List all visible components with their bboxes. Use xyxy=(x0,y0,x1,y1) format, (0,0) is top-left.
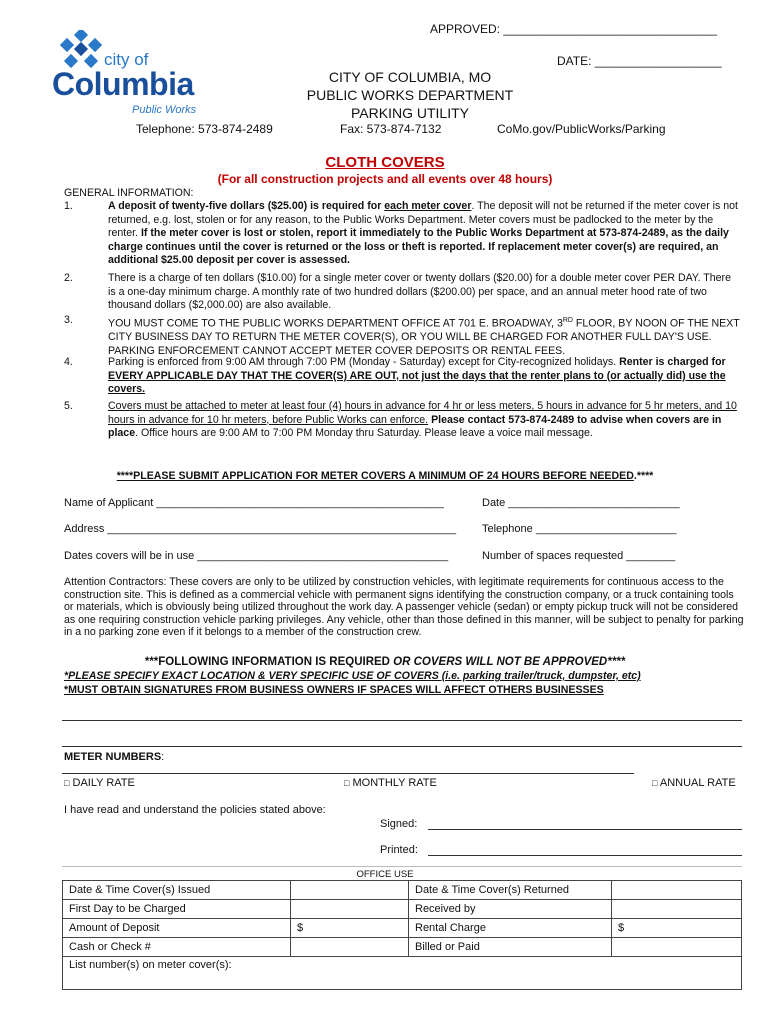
table-row xyxy=(63,957,742,990)
table-cell: First Day to be Charged xyxy=(63,900,291,919)
item4-bold-underline: EVERY APPLICABLE DAY THAT THE COVER(S) ARE OUT, not just the days that the renter plans to (or actually did) use the covers. xyxy=(108,369,726,396)
table-cell[interactable] xyxy=(612,938,742,957)
location-line[interactable] xyxy=(62,720,742,721)
page-title: CLOTH COVERS xyxy=(325,154,445,171)
item1-bold-2: If the meter cover is lost or stolen, report it immediately to the Public Works Department at 573-874-2489, as the daily charge continues until the cover is returned or the loss or theft is reported. If replacement meter cover(s) are required, an additional $25.00 deposit per cover is assessed. xyxy=(108,227,729,267)
required-heading xyxy=(0,656,770,668)
city-logo xyxy=(52,30,210,120)
meter-numbers-line[interactable] xyxy=(62,773,634,774)
header-block xyxy=(240,68,580,122)
item1-bold: A deposit of twenty-five dollars ($25.00) is required for xyxy=(108,200,385,212)
table-row xyxy=(63,900,742,919)
checkbox-icon[interactable]: □ xyxy=(64,778,70,788)
table-cell: Cash or Check # xyxy=(63,938,291,957)
table-cell: Date & Time Cover(s) Returned xyxy=(409,881,612,900)
item-number: 2. xyxy=(64,272,73,284)
office-divider xyxy=(62,866,742,867)
table-cell[interactable] xyxy=(612,900,742,919)
table-cell[interactable] xyxy=(291,881,409,900)
office-use-table xyxy=(62,880,742,990)
table-cell: Rental Charge xyxy=(409,919,612,938)
monthly-rate-option[interactable] xyxy=(344,777,437,789)
table-cell: Date & Time Cover(s) Issued xyxy=(63,881,291,900)
required-line3: *MUST OBTAIN SIGNATURES FROM BUSINESS OWNERS IF SPACES WILL AFFECT OTHERS BUSINESSES xyxy=(64,684,604,696)
general-info-item-3 xyxy=(108,314,740,358)
telephone-field[interactable]: Telephone _______________________ xyxy=(482,523,677,535)
table-cell: Received by xyxy=(409,900,612,919)
item5-underline: Covers must be attached to meter at least four (4) hours in advance for 4 hr or less meters, 5 hours in advance for 5 hr meters, and 10 hours in advance for 10 hr meters, before Public Works can enforce. xyxy=(108,400,737,426)
submission-notice xyxy=(0,470,770,482)
table-cell[interactable] xyxy=(612,881,742,900)
header-website[interactable]: CoMo.gov/PublicWorks/Parking xyxy=(497,122,666,136)
num-spaces-field[interactable]: Number of spaces requested ________ xyxy=(482,550,676,562)
table-cell[interactable] xyxy=(291,900,409,919)
item5-text: . Office hours are 9:00 AM to 7:00 PM Monday thru Saturday. Please leave a voice mail message. xyxy=(135,427,593,440)
general-info-item-2: There is a charge of ten dollars ($10.00) for a single meter cover or twenty dollars ($20.00) for a double meter cover PER DAY. There is a one-day minimum charge. A monthly rate of two hundred dollars ($200.00) per space, and an annual meter hood rate of two thousand dollars ($2,000.00) are also available. xyxy=(108,272,731,312)
applicant-date-field[interactable]: Date ____________________________ xyxy=(482,497,680,509)
location-line[interactable] xyxy=(62,746,742,747)
annual-rate-label: ANNUAL RATE xyxy=(659,777,736,789)
item-number: 5. xyxy=(64,400,73,412)
attention-contractors: Attention Contractors: These covers are only to be utilized by construction vehicles, with legitimate requirements for continuous access to the construction site. This is defined as a commercial vehicle with permanent signs identifying the construction company, or a truck containing tools or materials, which is obviously being utilized throughout the work day. A passenger vehicle (sedan) or empty pickup truck will not be considered as one requiring construction vehicle parking privileges. Any vehicle, other than those defined in this manner, will be subject to penalty for parking in a no parking zone even if it belongs to a member of the construction crew. xyxy=(64,576,744,639)
required-line1b: OR COVERS WILL NOT BE APPROVED**** xyxy=(393,656,626,668)
item-number: 4. xyxy=(64,356,73,368)
notice-end: .**** xyxy=(633,470,654,482)
table-row xyxy=(63,938,742,957)
table-cell: Billed or Paid xyxy=(409,938,612,957)
item3-text-2: FLOOR, BY NOON OF THE NEXT CITY BUSINESS DAY TO RETURN THE METER COVER(S), OR YOU WILL BE CHARGED FOR ANOTHER FULL DAY'S USE. PARKING ENFORCEMENT CANNOT ACCEPT METER COVER DEPOSITS OR RENTAL FEES. xyxy=(108,317,740,357)
printed-name-line[interactable] xyxy=(428,855,742,856)
table-cell[interactable]: $ xyxy=(612,919,742,938)
general-info-item-1 xyxy=(108,200,740,268)
signature-line[interactable] xyxy=(428,829,742,830)
meter-numbers-label xyxy=(64,751,164,763)
item4-text: Parking is enforced from 9:00 AM through 7:00 PM (Monday - Saturday) except for City-recognized holidays. xyxy=(108,356,620,368)
item-number: 1. xyxy=(64,200,73,212)
logo-columbia: Columbia xyxy=(52,66,194,102)
policy-statement: I have read and understand the policies stated above: xyxy=(64,804,326,816)
applicant-name-field[interactable]: Name of Applicant _______________________________________________ xyxy=(64,497,444,509)
general-info-item-4 xyxy=(108,356,740,397)
logo-city-of: city of xyxy=(104,50,149,69)
monthly-rate-label: MONTHLY RATE xyxy=(352,777,437,789)
table-cell: Amount of Deposit xyxy=(63,919,291,938)
office-use-label: OFFICE USE xyxy=(356,869,414,880)
meter-numbers-colon: : xyxy=(161,751,165,763)
item-number: 3. xyxy=(64,314,73,326)
header-fax: Fax: 573-874-7132 xyxy=(340,122,442,136)
checkbox-icon[interactable]: □ xyxy=(652,778,658,788)
address-field[interactable]: Address _________________________________________________________ xyxy=(64,523,457,535)
notice-text: ****PLEASE SUBMIT APPLICATION FOR METER COVERS A MINIMUM OF 24 HOURS BEFORE NEEDED xyxy=(116,470,634,482)
table-cell[interactable] xyxy=(291,938,409,957)
general-info-item-5 xyxy=(108,400,740,441)
general-info-heading: GENERAL INFORMATION: xyxy=(64,187,194,199)
daily-rate-label: DAILY RATE xyxy=(72,777,135,789)
printed-label: Printed: xyxy=(380,844,418,856)
header-telephone: Telephone: 573-874-2489 xyxy=(136,122,273,136)
header-line2: PUBLIC WORKS DEPARTMENT xyxy=(306,87,514,103)
date-line: DATE: ___________________ xyxy=(557,54,722,68)
item1-text: . The deposit will not be returned if the meter cover is not returned, e.g. lost, stolen or for any reason, to the Public Works Department. Meter covers must be padlocked to the meter by the renter. xyxy=(108,200,738,240)
table-cell[interactable]: List number(s) on meter cover(s): xyxy=(63,957,742,990)
logo-public-works: Public Works xyxy=(132,104,197,116)
meter-numbers-text: METER NUMBERS xyxy=(64,751,162,763)
daily-rate-option[interactable] xyxy=(64,777,135,789)
required-line2: *PLEASE SPECIFY EXACT LOCATION & VERY SPECIFIC USE OF COVERS (i.e. parking trailer/truck, dumpster, etc) xyxy=(64,670,641,682)
table-row xyxy=(63,881,742,900)
header-line1: CITY OF COLUMBIA, MO xyxy=(328,69,492,85)
item5-bold: Please contact 573-874-2489 to advise when covers are in place xyxy=(108,413,722,440)
annual-rate-option[interactable] xyxy=(652,777,736,789)
item3-sup: RD xyxy=(562,317,573,324)
table-cell[interactable]: $ xyxy=(291,919,409,938)
required-line1a: ***FOLLOWING INFORMATION IS REQUIRED xyxy=(144,656,394,668)
header-line3: PARKING UTILITY xyxy=(351,105,469,121)
approved-line: APPROVED: ________________________________ xyxy=(430,22,717,36)
signed-label: Signed: xyxy=(380,818,418,830)
item1-bold-underline: each meter cover xyxy=(384,200,472,212)
checkbox-icon[interactable]: □ xyxy=(344,778,350,788)
table-row xyxy=(63,919,742,938)
item4-bold: Renter is charged for xyxy=(619,356,726,368)
page-subtitle: (For all construction projects and all events over 48 hours) xyxy=(217,172,553,186)
item3-text: YOU MUST COME TO THE PUBLIC WORKS DEPARTMENT OFFICE AT 701 E. BROADWAY, 3 xyxy=(108,317,563,330)
dates-covers-field[interactable]: Dates covers will be in use _________________________________________ xyxy=(64,550,449,562)
